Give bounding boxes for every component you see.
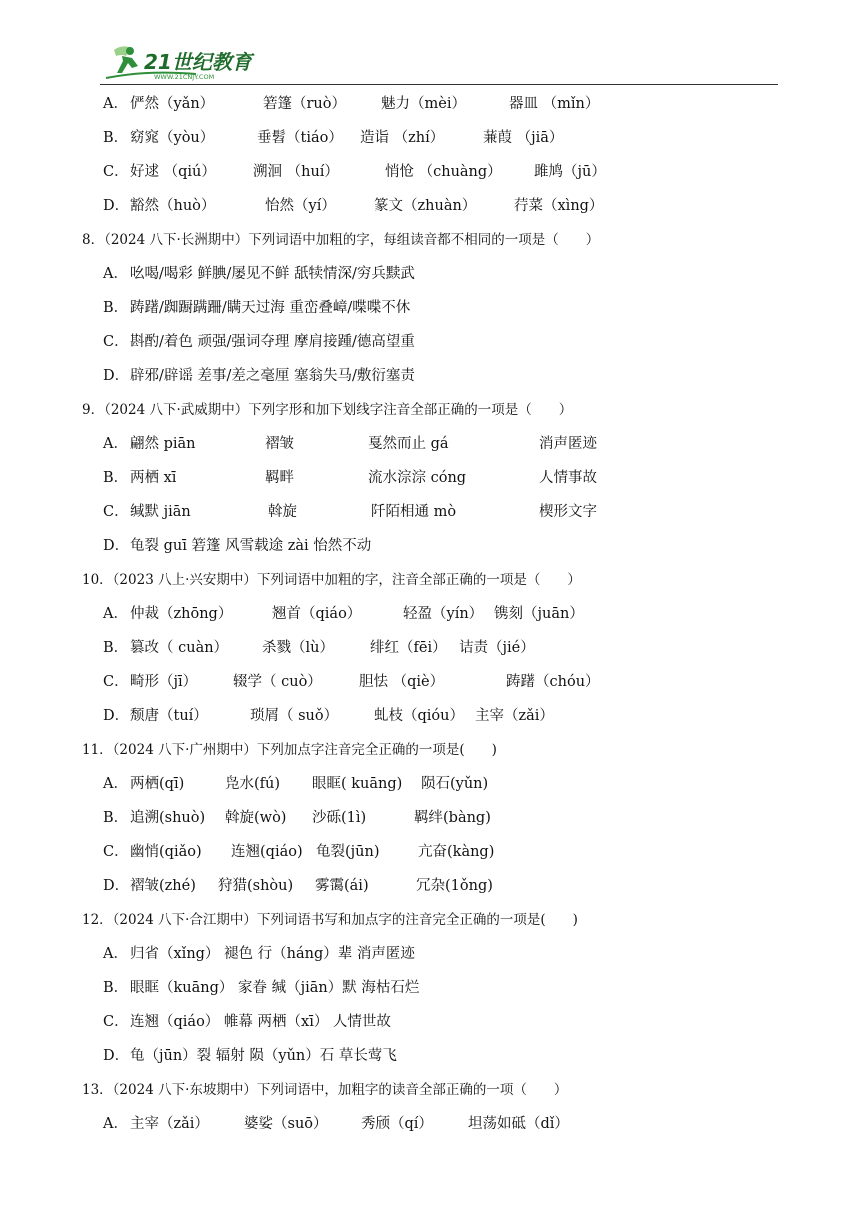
- option-row: [0, 968, 860, 1002]
- option-item: 踌躇/踟蹰蹒跚/瞒天过海 重峦叠嶂/喋喋不休: [130, 300, 411, 316]
- option-label: B．: [103, 130, 129, 146]
- option-label: C．: [103, 674, 129, 690]
- option-item: 斡旋(wò): [225, 810, 287, 826]
- option-item: 主宰（zǎi）: [475, 708, 554, 724]
- option-item: 追溯(shuò): [130, 810, 206, 826]
- option-label: D．: [103, 538, 130, 554]
- option-item: 镌刻（juān）: [494, 606, 584, 622]
- option-item: 绯红（fēi）: [370, 640, 447, 656]
- option-item: 坦荡如砥（dǐ）: [468, 1116, 569, 1132]
- option-item: 辍学（ cuò）: [233, 674, 322, 690]
- option-item: 狩猎(shòu): [218, 878, 294, 894]
- option-row: [0, 764, 860, 798]
- option-row: [0, 492, 860, 526]
- page-header: [100, 40, 778, 85]
- option-item: 消声匿迹: [539, 436, 597, 452]
- option-label: A．: [103, 776, 128, 792]
- logo-url: WWW.21CNJY.COM: [154, 73, 215, 81]
- option-item: 虬枝（qióu）: [374, 708, 464, 724]
- option-item: 辟邪/辟谣 差事/差之毫厘 塞翁失马/敷衍塞责: [130, 368, 415, 384]
- option-item: 怡然（yí）: [265, 198, 336, 214]
- 21cnjy-logo: [100, 42, 270, 82]
- option-item: 翩然 piān: [130, 436, 196, 452]
- option-item: 褶皱(zhé): [130, 878, 196, 894]
- option-item: 吆喝/喝彩 鲜腆/屡见不鲜 舐犊情深/穷兵黩武: [130, 266, 415, 282]
- option-item: 篆文（zhuàn）: [374, 198, 477, 214]
- option-item: 眼眶( kuāng): [312, 776, 403, 792]
- option-item: 溯洄 （huí）: [253, 164, 339, 180]
- option-item: 仲裁（zhōng）: [130, 606, 233, 622]
- option-label: B．: [103, 300, 129, 316]
- option-item: 琐屑（ suǒ）: [250, 708, 339, 724]
- option-item: 主宰（zǎi）: [130, 1116, 209, 1132]
- option-item: 人情事故: [539, 470, 597, 486]
- option-item: 好逑 （qiú）: [130, 164, 216, 180]
- option-label: D．: [103, 878, 130, 894]
- option-row: [0, 424, 860, 458]
- option-item: 归省（xǐng） 褪色 行（háng）辈 消声匿迹: [130, 946, 415, 962]
- option-item: 流水淙淙 cóng: [368, 470, 467, 486]
- option-row: [0, 1036, 860, 1070]
- option-item: 俨然（yǎn）: [130, 96, 215, 112]
- option-row: [0, 798, 860, 832]
- option-label: D．: [103, 708, 130, 724]
- option-label: B．: [103, 640, 129, 656]
- question-title: 8．（2024 八下·长洲期中）下列词语中加粗的字，每组读音都不相同的一项是（ ）: [82, 232, 600, 248]
- option-item: 窈窕（yòu）: [130, 130, 215, 146]
- option-item: 婆娑（suō）: [244, 1116, 328, 1132]
- option-item: 陨石(yǔn): [421, 776, 489, 792]
- option-label: A．: [103, 436, 128, 452]
- option-item: 踌躇（chóu）: [506, 674, 600, 690]
- option-item: 荇菜（xìng）: [514, 198, 604, 214]
- question-title: 12．（2024 八下·合江期中）下列词语书写和加点字的注音完全正确的一项是( ): [82, 912, 578, 928]
- option-label: B．: [103, 810, 129, 826]
- option-item: 翘首（qiáo）: [272, 606, 362, 622]
- option-item: 褶皱: [265, 436, 294, 452]
- option-item: 幽悄(qiǎo): [130, 844, 202, 860]
- option-row: [0, 832, 860, 866]
- option-row: [0, 288, 860, 322]
- option-item: 轻盈（yín）: [403, 606, 484, 622]
- question-title: 9．（2024 八下·武威期中）下列字形和加下划线字注音全部正确的一项是（ ）: [82, 402, 573, 418]
- option-item: 雎鸠（jū）: [534, 164, 606, 180]
- option-row: [0, 186, 860, 220]
- option-row: [0, 118, 860, 152]
- option-label: D．: [103, 198, 130, 214]
- logo-text: 21世纪教育: [144, 50, 252, 74]
- option-label: C．: [103, 844, 129, 860]
- option-item: 凫水(fú): [225, 776, 281, 792]
- option-item: 沙砾(1ì): [312, 810, 367, 826]
- option-item: 诘责（jié）: [459, 640, 535, 656]
- option-label: C．: [103, 1014, 129, 1030]
- option-row: [0, 866, 860, 900]
- option-item: 秀颀（qí）: [361, 1116, 433, 1132]
- option-item: 连翘(qiáo): [231, 844, 303, 860]
- option-row: [0, 696, 860, 730]
- option-row: [0, 84, 860, 118]
- option-item: 悄怆 （chuàng）: [385, 164, 502, 180]
- option-item: 楔形文字: [539, 504, 597, 520]
- option-label: A．: [103, 266, 128, 282]
- option-row: [0, 458, 860, 492]
- option-label: B．: [103, 470, 129, 486]
- option-item: 豁然（huò）: [130, 198, 216, 214]
- option-item: 两栖 xī: [130, 470, 177, 486]
- option-item: 冗杂(1ǒng): [416, 878, 493, 894]
- option-item: 垂髫（tiáo）: [257, 130, 343, 146]
- option-item: 龟（jūn）裂 辐射 陨（yǔn）石 草长莺飞: [130, 1048, 397, 1064]
- option-item: 亢奋(kàng): [418, 844, 495, 860]
- option-item: 颓唐（tuí）: [130, 708, 208, 724]
- option-row: [0, 1104, 860, 1138]
- option-label: B．: [103, 980, 129, 996]
- option-item: 斟酌/着色 顽强/强词夺理 摩肩接踵/德高望重: [130, 334, 415, 350]
- option-label: A．: [103, 946, 128, 962]
- option-item: 蒹葭 （jiā）: [483, 130, 564, 146]
- option-label: D．: [103, 368, 130, 384]
- option-row: [0, 662, 860, 696]
- option-item: 缄默 jiān: [130, 504, 191, 520]
- option-label: A．: [103, 1116, 128, 1132]
- option-label: C．: [103, 334, 129, 350]
- option-label: C．: [103, 164, 129, 180]
- option-row: [0, 594, 860, 628]
- question-title: 13．（2024 八下·东坡期中）下列词语中，加粗字的读音全部正确的一项（ ）: [82, 1082, 568, 1098]
- option-item: 眼眶（kuāng） 家眷 缄（jiān）默 海枯石烂: [130, 980, 420, 996]
- question-title: 10．（2023 八上·兴安期中）下列词语中加粗的字，注音全部正确的一项是（ ）: [82, 572, 581, 588]
- option-item: 篡改（ cuàn）: [130, 640, 229, 656]
- option-item: 魅力（mèi）: [381, 96, 466, 112]
- option-item: 羁绊(bàng): [414, 810, 491, 826]
- option-row: [0, 356, 860, 390]
- option-row: [0, 254, 860, 288]
- option-label: A．: [103, 96, 128, 112]
- question-title: 11．（2024 八下·广州期中）下列加点字注音完全正确的一项是( ): [82, 742, 497, 758]
- option-row: [0, 526, 860, 560]
- option-label: C．: [103, 504, 129, 520]
- option-item: 畸形（jī）: [130, 674, 198, 690]
- option-item: 雾霭(ái): [315, 878, 369, 894]
- option-label: D．: [103, 1048, 130, 1064]
- option-item: 器皿 （mǐn）: [509, 96, 600, 112]
- option-item: 戛然而止 gá: [368, 436, 449, 452]
- option-item: 斡旋: [268, 504, 297, 520]
- option-item: 胆怯 （qiè）: [359, 674, 445, 690]
- option-item: 杀戮（lù）: [262, 640, 334, 656]
- block-top: [0, 84, 860, 220]
- option-row: [0, 322, 860, 356]
- document-content: [0, 84, 860, 1138]
- option-item: 两栖(qī): [130, 776, 185, 792]
- option-item: 龟裂(jūn): [316, 844, 380, 860]
- option-item: 造诣 （zhí）: [360, 130, 445, 146]
- option-item: 龟裂 guī 箬篷 风雪载途 zài 怡然不动: [130, 538, 372, 554]
- option-item: 阡陌相通 mò: [371, 504, 457, 520]
- option-row: [0, 934, 860, 968]
- option-label: A．: [103, 606, 128, 622]
- option-row: [0, 152, 860, 186]
- option-item: 连翘（qiáo） 帷幕 两栖（xī） 人情世故: [130, 1014, 391, 1030]
- option-item: 箬篷（ruò）: [263, 96, 346, 112]
- option-row: [0, 628, 860, 662]
- option-row: [0, 1002, 860, 1036]
- option-item: 羁畔: [265, 470, 294, 486]
